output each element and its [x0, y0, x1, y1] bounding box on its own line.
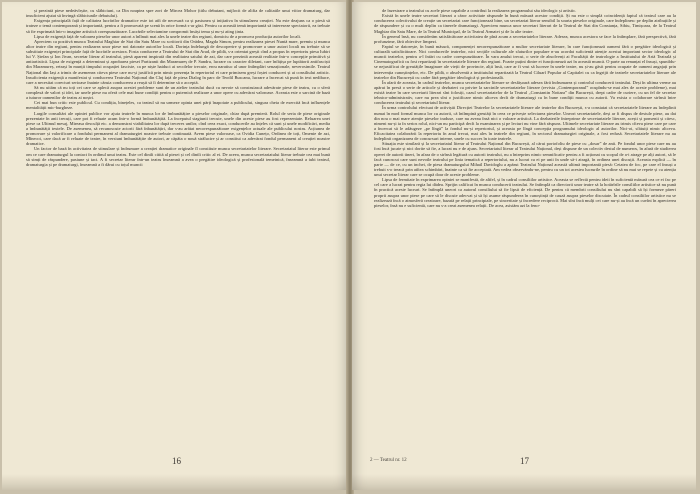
paragraph: Există în unele teatre secretari literari a căror activitate răspunde în bună măsură acestor condiții. Și nu este o simplă coincidență faptul că teatrul care au la conducerea colectivului de creație un secretariat care funcționează bine, un secretariat literar sensibil la soarta pieselor originale, care îndeplinesc pe deplin atribuțiile și de răspundere și cu o mult deplin ca tinerele dramaturgi. Apreciem munca unor secretari literari de la Teatrul de Stat din Constanța, Sibiu, Timișoara, de la Teatrul Maghiar din Satu Mare, de la Teatrul Municipal, de la Teatrul Armatei și de la alte teatre.: [374, 13, 676, 34]
paragraph: și prezintă piese nedeăvîrșite, cu slăbiciuni, ca Din noaptea spre zori de Mircea Mohor (titlu debutant, mijlocit de alifia de calitatile unui viitor dramaturg, dar insuficient ajutat să învingă slăbiciunile debutului).: [26, 8, 330, 19]
page-edge-shadow: [2, 474, 348, 490]
paragraph: Apreciem ca pozitivă munca Teatrului Maghiar de Stat din Satu Mare cu scriitorii din Orădea, Magda Simon, pentru realizarea piesei Nuntă mare, premiu și munca altor teatre din regiuni, pentru realizarea unor piese noi datorate autorilor locali. Dorința îndelungă de descoperire și promovare a unor autori locali nu trebuie să se substituie exigenței principiale față de lucrările acestora. Fosta conducere a Teatrului de Stat din Arad, de pildă, s-a orientat greșit cînd a propus în repertoriu piesa Iubiri lui V. Ștefan și Ion Jivan, secretar literar al teatrului, piesă aparent inspirată din realitatea satului de azi, dar care prezintă această realitate într-o concepție primitivă și antiartistică. Lipsa de exigență a determinat și aprobarea piesei Partizanii din Maramureș de P. Sandru, lucrare cu caracter diletant, care înfățișa pe luptătorii antifasciști din Maramureș, retrași în munții timpului ocupației fasciste, ca pe niște haiduci ai secolelor trecute, erou naratiuc al unor întîmplări senzaționale, neverosimile. Teatrul Național din Iași a trimis de asemenea citeva piese care nu-și justifică prin nimic prezența în repertoriul ei care primisem greși foștei conduceri și ai consiliului artistic. Insuficienta exigență a manifestat și conducerea Teatrului Național din Cluj față de piesa Dialog în parc de Teodil Buscanu, lucrare a încercat să pună în text nedibace, care a necesitat corecturi serioase înainte căruia conducerea a reușit să îi determine să o acceptă.: [26, 38, 330, 85]
paragraph: Cei mai bun critic este publicul. Cu condiția, binețeles, ca teatrul să nu urmeze opinia unei părți înapoiate a publicului, singura cheia de exercită încă influențele mentalității mic-burgheze.: [26, 100, 330, 111]
paragraph: Faptul se datorește, în bună măsură, componenței necorespunzătoare a multor secretariate literare, în care funcționează oameni fără o pregătire ideologică și culturală satisfăcătoare. Nici conducerile teatrelor, nici secțiile culturale ale sfaturilor populare n-au acordat suficientă atenție acestui important sector ideologic al muncii teatrelor, pentru a-l întări cu cadre corespunzătoare. În vara anului trecut, o serie de absolvenți ai Facultății de teatrologie a Institutului de Artă Teatrală și Cinematografică cu fost repartizați în secretariatele literare din regiuni. Foarte puțini dintre ei funcționează azi în această muncă. O parte au renunțat el însuși, spuniîdu-se nejustificat de greutățile îmaginare ale vieții de provincie, alții însă, care ar fi vrut să lucreze în unele teatre, nu și-au găsit pentru ocupate de oameni angajați prin intervenția cunoștințelor, etc. De pildă, o absolventă a institutului repartizată la Teatrul Ciluarî Popular al Capitalei cu ca îngrijit de teatrele secretariatelor literare ale teatrelor din București cu cadre fără pregătire ideologică și profesională.: [374, 43, 676, 80]
paragraph: În general însă, nu considerăm satisfăcătoare activitatea de pînă acum a secretariatelor literare. Adesea, munca acestora se face la întîmplare, fără perspectivă, fără profunzime, fără obiective limpezi.: [374, 33, 676, 44]
page-number-right: 17: [520, 456, 529, 466]
paragraph: Situația este similară și la secretariatul literar al Teatrului Național din București, al cărui portofoliu de piese cu „dosar” de anii. Pe fondul unor piese care nu au fost încă jucate și nici dorite să fie, a lucrat nu e de ajuns. Secretariatul literar al Teatrului Național, deși dispune de un colectiv destul de numeros, în afară de studierea operei de autorii tineri, în afara de o strînsă legătură cu autorii teatrului, nu a întreprins nimic semnificativ pentru a fi acționat cu scopul de a-i atrage pe alți autori, să le facă cunoscut care sunt nevoile teatrului pe linia tematică a repertoriului, nu a lucrat cu ei pe unii în unde să-i atragă, în ordinea unei discuții. Aceasta explică — în parte — de ce, cu un inchei, de piesa dramaturgului Mihail Davidoglu a apărut Teatrului Național această ultimă importantă piesă: Cetatea de foc, pe care el însuși a trebuit s-o treacă prin atîtea schimbări, înainte ca să fie acceptată. Am vedea observăndu-ne, pentru cu un tot acestea lucrurile în ordine să nu mai se repete și cu atenția unui secretar literar care se ocupă doar de aceste probleme.: [374, 141, 676, 177]
paragraph: În urma controlului efectuat de activiștii Direcției Teatrelor la secretariatele literare ale teatrelor din București, s-a constatat că secretariatele literare au îndeplinit numai în mod formal munca lor cu autorii, că întîmpină greutăți în ceea ce privește selectarea pieselor. Uneori secretariatele, deși ar fi dispus de destule piese, au dat din nou o mai mare atenție pieselor traduse, care nu aveau însă nici o valoare artistică. La dezbaterile întreprinse de secretariatele literare, acești și ponsenii și citesc, nimeni nu-și ia în serios rolul, nici-un nu participă decît la examinarea și pe lecturi nu vine fără răspuns. Ultimele secretariate literare au trimis cîteva piese care pe care a încercat să le adăugeze „pe lîngă” la fondul nu-și repertoriul, și aceasta pe lîngă concepția programului ideologic al autorilor. Nici-oi, sfătuiți nimic altceva. Eficacitatea colaborării la repertoriu în anul trecut, mai ales în teatrele din regiuni, în sectorul dramaturgiei originale, a fost redusă. Secretariatele literare nu au îndeplinit organizarea de concursuri interne, unele cu succes în toate teatrele.: [374, 105, 676, 142]
page-edge-shadow: [352, 474, 696, 490]
left-text-column: [26, 8, 330, 440]
paragraph: În afară de aceasta, în cadrul teatrelor, munca secretariatelor literare se desfășoară adesea fără îndrumarea și controlul conducerii teatrului. Deși în ultima vreme au apărut în presă o serie de articole și dezbateri cu privire la sarcinile secretariatelor literare (revista „Contemporanul” ocupîndu-se mai ales de aceste probleme), mai există teatre în care secretarii literari sînt folosiți, cazul secretariatelor de la Teatrul „Constantin Nottara” din București, drept cadre de curiere, cu un fel de secretar tehnico-administrativ, care nu prea sînt o justificare nimic altceva decît de dramaturgi cu în bune condiții munca cu autorii. Va exista o colaborare strînsă între conducerea teatrului și secretariatul literar.: [374, 79, 676, 106]
paragraph: Lipsa de exigență față de valoarea pieselor unor autori a înlînuit mai ales la unele teatre din regiuni, domiciu de a promova producția autorilor locali.: [34, 33, 301, 39]
paragraph: Largile consultări ale opiniei publice vor ajuta teatrele în munca lor de îmbunătățire a pieselor originale, chiar după premieră. Rolul de seria de piese originale prezentate în anii trecuți, care pot fi reluate acum într-o formă îmbunătățită. La începutul stagiunii trecute, unele din aceste piese au fost reprezentate. Reluarea unei piese ca Ultimul mesaj, Mireasa desculță etc. a demonstrat viabilitatea lor după treceres unilor, cînd ceea exact, conducerile au înțeles că sunt și unele modificări, media a îmbunătățit textele. De asemenea, să recunoscute actorii fără înbunătățiri, dar s-au arătat necorespunzătoare exigențelor actuale ale publicului nostru. Acțiunea de promovare și valorificare a fondului permanent al dramaturgiei noastre trebuie continuată. Avem piese valoroase, ca Ovidia Cunețo, Ordinea de toți, Omenie de azi, Mînecoi, care dacă ar fi reluate de teatre, în versiuni îmbunătățite de autori, ar căpăta o nouă strălucire și ar constitui ca adevărat fondul permanent al creației noastre dramatice.: [26, 110, 330, 147]
paragraph: Exigența principială fațâ de calitatea lucrărilor dramatice este tot atît de necesară ca și pasiunea și inițiativa în stimularea creației. Nu este deajuns ca o piesă să trateze o temă contemporană și importantă, pentru a fi promovată pe scenă în orice formă s-ar găsi. Pentru ca aceastâ temă importantă să intereseze spectatorii, ea trebuie să fie exprimată într-o imagine artistică corespunzătoare. Lucrările selectamine compromit însăși tema și nu-și ating ținta.: [26, 18, 330, 34]
page-number-left: 16: [172, 456, 181, 466]
paragraph: Să nu uităm că nu toți cei care se aplecă asupra acestei probleme sunt de un atelier teatrului ducă cu nevoie să construiască adevărate piese de teatru, cu o sferă complexă de valori și idei, iar unele piese nu oferă cele mai bune condiții pentru o puternică realizare a unor opere cu adevărat valoroase. Aceasta este o sarcină de bază a tuturor oamenilor de teatru ai noștri.: [26, 84, 330, 101]
paragraph: de înzestrare a teatrului cu acele piese capabile a contribui la realizarea programului său ideologic și artistic.: [382, 8, 577, 13]
paragraph: Un factor de bază în activitatea de stimulare și îndrumare a creației dramatice originale îl constituie munca secretariatelor literare. Secretariatul literar este primul om ce care dramaturgul la contact în ordinul unui teatru. Este cel dintîi citită al piesei și cel dintîi critic al ei. De aceea, munca secretariatului literar trebuie cea mai bună să simți de răspundere, pasiune și tact. A fi secretar literar într-un teatru înseamnă a avea o pregătire ideologică și profesională temeinică, înseamnă a iubi teatrul, dramaturgia și pe dramaturgi, înseamnă a fi dârui cu toțul muncii: [26, 146, 330, 167]
paragraph: Lipsa de fermitate în exprimarea opiniei se manifestă, de altfel, și în cadrul consiliilor artistice. Aceasta se reflectă pentru ideii în suficientă măsură cea ce ei fac pe cel care a lucrat pentru regia lui dădea. Sprijin calificat în munca conducerii teatrului. Se întîmplă ca directorii unor teatre să la hotărîrile consiliilor artistice să nu pună în practică aceste lucruri. Se întîmplă uneori ca autorul consiliului să fie lipsit de eficiență. De pentru că membrii consiliului nu sînt capabili să își formeze păreri proprii asupra unor piese pe care să le discute adecvat și să își asume răspunderea în cunoștință de cauză asupra pieselor discutate. În cadrul consiliilor artistice nu se realizează încă o atmosferă creatoare, bazată pe relații principiale, pe sinceritate și încredere reciprocă. Mai sînt încă mulți cei care nu-și au încă un cuvînt în aprecierea pieselor, însă nu e suficientă, care nu s-a creat asemenea relații. De acea, asistăm azi la feno-: [374, 177, 676, 208]
right-page: [352, 2, 696, 490]
printer-signature-mark: 2 — Teatrul nr. 12: [370, 458, 407, 463]
left-page: [2, 2, 348, 490]
right-text-column: [374, 8, 676, 440]
